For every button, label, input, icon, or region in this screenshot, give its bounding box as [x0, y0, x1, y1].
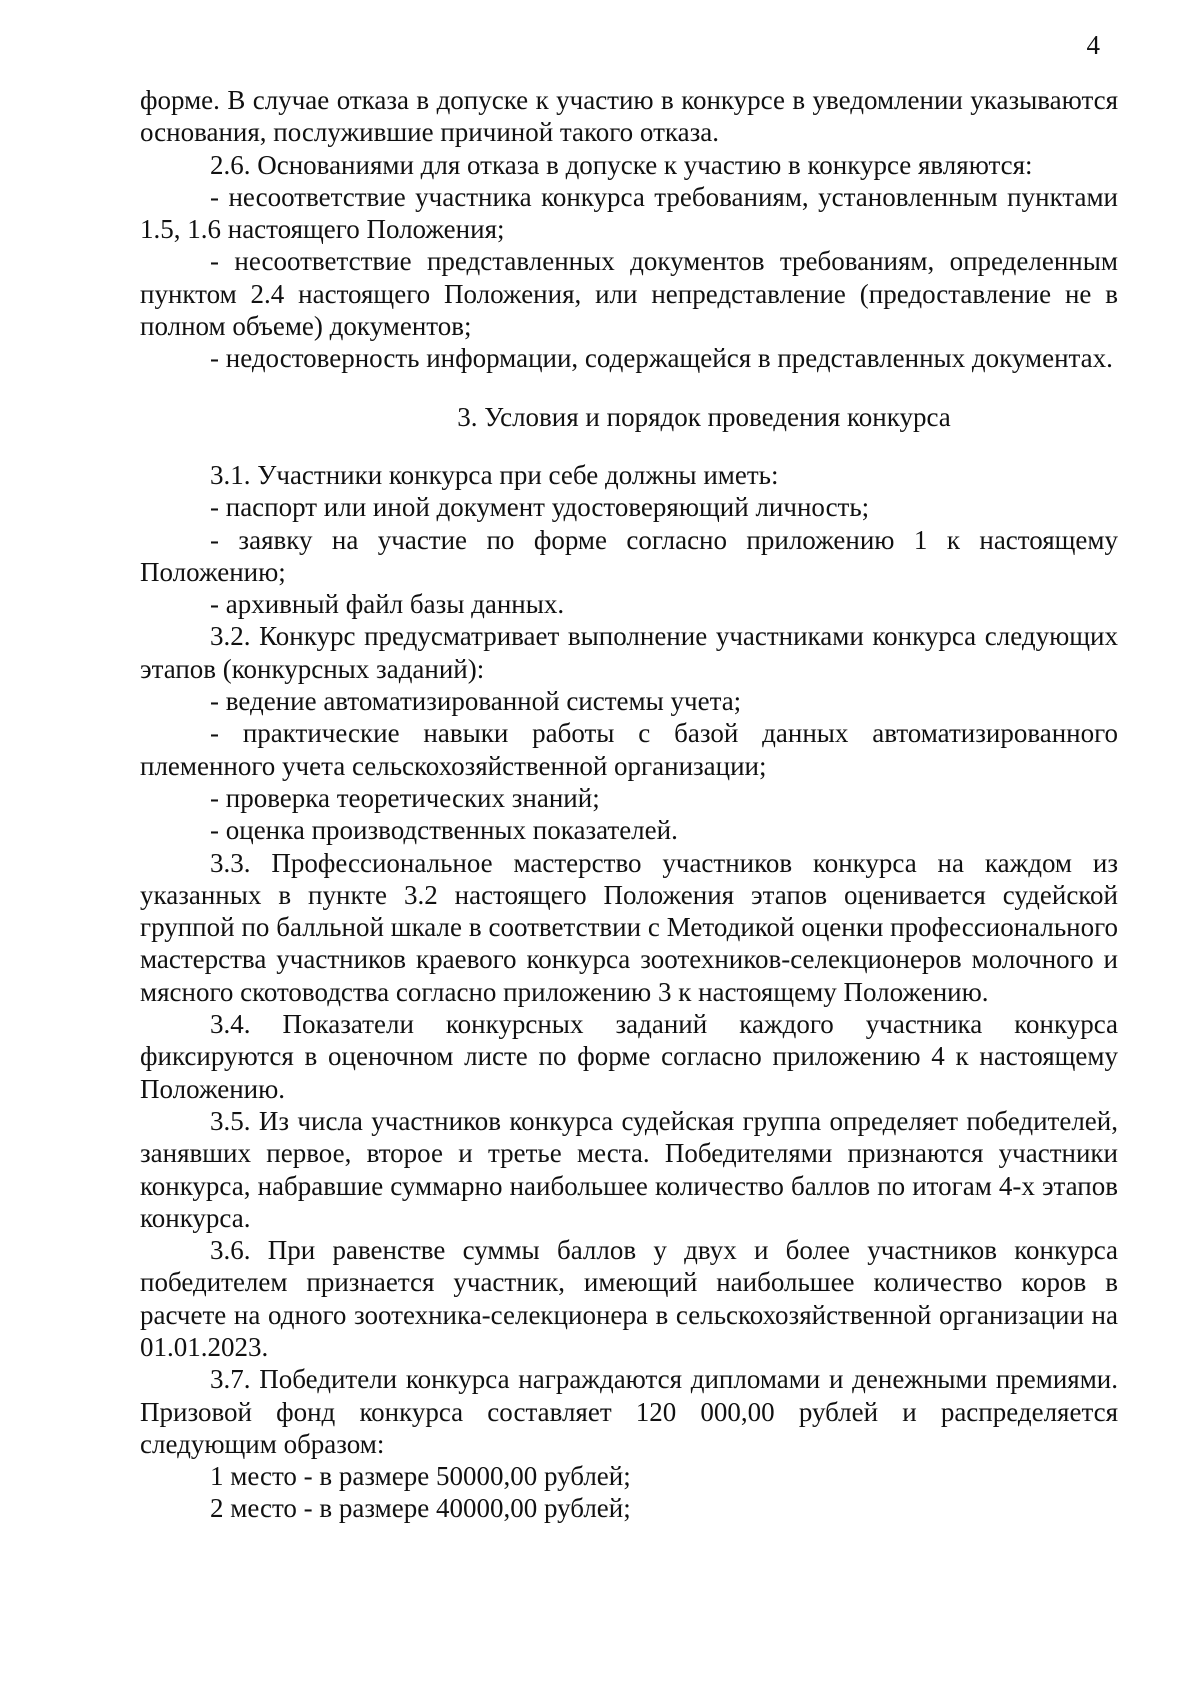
- list-item: - практические навыки работы с базой данных автоматизированного племенного учета сельскохозяйственной организации;: [140, 718, 1118, 781]
- paragraph-3-6: 3.6. При равенстве суммы баллов у двух и более участников конкурса победителем признается участник, имеющий наибольшее количество коров в расчете на одного зоотехника-селекционера в сельскохозяйственной организации на 01.01.2023.: [140, 1235, 1118, 1362]
- list-item: - архивный файл базы данных.: [210, 589, 565, 620]
- list-item: - несоответствие представленных документов требованиям, определенным пунктом 2.4 настоящего Положения, или непредставление (предоставление не в полном объеме) документов;: [140, 246, 1118, 342]
- section-3-heading: 3. Условия и порядок проведения конкурса: [457, 401, 951, 432]
- paragraph-2-5-tail: форме. В случае отказа в допуске к участию в конкурсе в уведомлении указываются основания, послужившие причиной такого отказа.: [140, 85, 1118, 148]
- prize-item: 1 место - в размере 50000,00 рублей;: [210, 1461, 631, 1492]
- prize-item: 2 место - в размере 40000,00 рублей;: [210, 1493, 631, 1524]
- paragraph-3-3: 3.3. Профессиональное мастерство участников конкурса на каждом из указанных в пункте 3.2 настоящего Положения этапов оценивается судейской группой по балльной шкале в соответствии с Методикой оценки профессионального мастерства участников краевого конкурса зоотехников-селекционеров молочного и мясного скотоводства согласно приложению 3 к настоящему Положению.: [140, 847, 1118, 1007]
- page-number: 4: [1086, 30, 1100, 60]
- paragraph-2-6: 2.6. Основаниями для отказа в допуске к участию в конкурсе являются:: [210, 149, 1033, 180]
- list-item: - недостоверность информации, содержащейся в представленных документах.: [210, 343, 1113, 374]
- paragraph-3-5: 3.5. Из числа участников конкурса судейская группа определяет победителей, занявших первое, второе и третье места. Победителями признаются участники конкурса, набравшие суммарно наибольшее количество баллов по итогам 4-х этапов конкурса.: [140, 1105, 1118, 1233]
- paragraph-3-2: 3.2. Конкурс предусматривает выполнение участниками конкурса следующих этапов (конкурсных заданий):: [140, 621, 1118, 684]
- paragraph-3-4: 3.4. Показатели конкурсных заданий каждого участника конкурса фиксируются в оценочном листе по форме согласно приложению 4 к настоящему Положению.: [140, 1009, 1118, 1104]
- document-body: [140, 84, 1118, 1525]
- paragraph-3-7: 3.7. Победители конкурса награждаются дипломами и денежными премиями. Призовой фонд конкурса составляет 120 000,00 рублей и распределяется следующим образом:: [140, 1364, 1118, 1459]
- paragraph-3-1: 3.1. Участники конкурса при себе должны иметь:: [210, 459, 779, 490]
- list-item: - проверка теоретических знаний;: [210, 782, 600, 813]
- list-item: - ведение автоматизированной системы учета;: [210, 686, 742, 717]
- list-item: - заявку на участие по форме согласно приложению 1 к настоящему Положению;: [140, 524, 1118, 587]
- list-item: - оценка производственных показателей.: [210, 815, 678, 846]
- list-item: - несоответствие участника конкурса требованиям, установленным пунктами 1.5, 1.6 настоящего Положения;: [140, 181, 1118, 245]
- list-item: - паспорт или иной документ удостоверяющий личность;: [210, 492, 870, 523]
